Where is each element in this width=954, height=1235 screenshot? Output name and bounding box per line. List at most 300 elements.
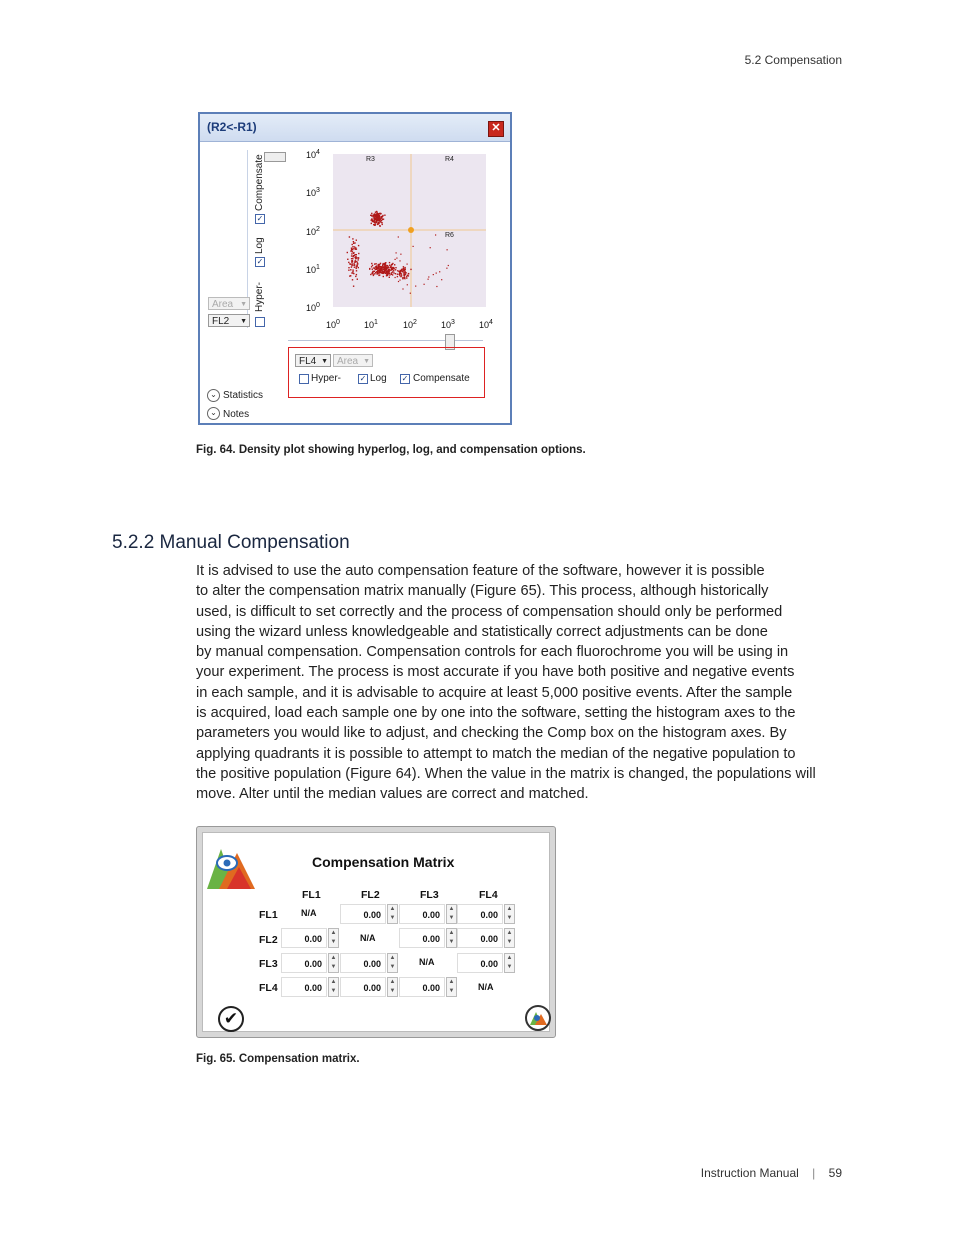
density-dot [383, 276, 384, 277]
density-dot [395, 269, 396, 270]
density-dot [355, 249, 356, 250]
matrix-value-stepper[interactable]: ▲ ▼ [504, 953, 515, 973]
density-dot [395, 277, 396, 278]
density-dot [353, 252, 354, 253]
compensation-matrix-dialog [196, 826, 556, 1038]
density-dot [353, 286, 354, 287]
matrix-value-stepper[interactable]: ▲ ▼ [446, 904, 457, 924]
density-dot [375, 222, 376, 223]
density-dot [401, 273, 402, 274]
density-dot [439, 271, 440, 272]
paragraph-line: It is advised to use the auto compensation feature of the software, however it is possible [196, 563, 765, 579]
y-hyper-label: Hyper- [254, 281, 265, 312]
density-dot [355, 258, 356, 259]
density-dot [374, 221, 375, 222]
density-dot [399, 260, 400, 261]
density-dot [385, 266, 386, 267]
density-dot [375, 224, 376, 225]
matrix-value-input[interactable]: 0.00 [457, 904, 503, 924]
density-dot [415, 286, 416, 287]
density-dot [375, 216, 376, 217]
matrix-value-input[interactable]: 0.00 [340, 977, 386, 997]
density-dot [374, 271, 375, 272]
body-paragraph [196, 561, 846, 805]
statistics-expand-icon[interactable]: ⌄ [207, 389, 220, 402]
y-log-checkbox[interactable]: ✓ [256, 257, 264, 266]
paragraph-line: your experiment. The process is most accurate if you have both positive and negative events [196, 664, 795, 681]
density-dot [358, 258, 359, 259]
footer-separator: | [812, 1166, 816, 1180]
statistics-expander-label[interactable]: Statistics [223, 390, 264, 401]
matrix-value-input[interactable]: 0.00 [399, 928, 445, 948]
density-dot [376, 212, 377, 213]
density-dot [371, 263, 372, 264]
density-dot [352, 269, 353, 270]
density-dot [358, 253, 359, 254]
density-dot [448, 265, 449, 266]
density-dot [352, 279, 353, 280]
density-dot [377, 273, 378, 274]
matrix-value-input[interactable]: 0.00 [399, 977, 445, 997]
density-dot [373, 215, 374, 216]
density-dot [385, 265, 386, 266]
density-dot [353, 248, 354, 249]
density-dot [352, 271, 353, 272]
density-dot [377, 271, 378, 272]
y-tick-label: $10^4$ [306, 149, 320, 160]
density-plot-svg [333, 154, 486, 307]
density-dot [348, 270, 349, 271]
density-dot [407, 284, 408, 285]
density-dot [381, 217, 382, 218]
density-dot [384, 272, 385, 273]
paragraph-line: in each sample, and it is advisable to acquire at least 5,000 positive events. After the sample [196, 684, 793, 701]
density-dot [404, 277, 405, 278]
window-titlebar [200, 114, 510, 142]
density-dot [374, 263, 375, 264]
density-dot [372, 221, 373, 222]
density-dot [351, 258, 352, 259]
density-dot [356, 268, 357, 269]
density-dot [376, 268, 377, 269]
density-dot [394, 264, 395, 265]
density-dot [375, 214, 376, 215]
density-dot [407, 275, 408, 276]
matrix-cell-na: N/A [478, 982, 494, 992]
density-dot [382, 215, 383, 216]
paragraph-line: move. Alter until the median values are correct and matched. [196, 786, 589, 803]
density-dot [392, 271, 393, 272]
matrix-title: Compensation Matrix [312, 854, 455, 870]
y-log-label: Log [254, 237, 265, 254]
density-dot [377, 220, 378, 221]
density-dot [408, 273, 409, 274]
density-dot [393, 267, 394, 268]
x-compensate-checkbox[interactable]: ✓ [401, 374, 409, 383]
figure-64-caption: Fig. 64. Density plot showing hyperlog, log, and compensation options. [196, 444, 586, 456]
density-dot [371, 266, 372, 267]
y-compensate-slider-handle[interactable] [264, 152, 286, 162]
density-dot [369, 268, 370, 269]
density-dot [382, 267, 383, 268]
y-compensate-checkbox[interactable]: ✓ [256, 214, 264, 223]
quadrant-label-r3: R3 [366, 156, 375, 163]
density-dot [380, 213, 381, 214]
density-dot [379, 218, 380, 219]
density-dot [391, 274, 392, 275]
app-menu-button[interactable] [525, 1005, 551, 1031]
density-dot [375, 272, 376, 273]
x-tick-label: $10^4$ [479, 319, 493, 330]
density-dot [382, 224, 383, 225]
x-compensate-label: Compensate [413, 373, 470, 384]
density-dot [436, 286, 437, 287]
density-dot [374, 273, 375, 274]
density-dot [390, 267, 391, 268]
density-dot [354, 246, 355, 247]
density-dot [380, 267, 381, 268]
notes-expand-icon[interactable]: ⌄ [207, 407, 220, 420]
density-dot [377, 267, 378, 268]
density-dot [355, 276, 356, 277]
y-area-value: Area [212, 299, 234, 310]
density-dot [355, 247, 356, 248]
y-tick-label: $10^3$ [306, 187, 320, 198]
chevron-down-icon: ▼ [240, 318, 247, 325]
density-dot [393, 272, 394, 273]
density-dot [349, 263, 350, 264]
x-param-select[interactable] [295, 354, 331, 367]
density-dot [373, 217, 374, 218]
density-dot [405, 272, 406, 273]
paragraph-line: is acquired, load each sample one by one into the software, setting the histogram axes to the [196, 705, 796, 722]
density-dot [378, 266, 379, 267]
y-area-select[interactable] [208, 297, 250, 310]
matrix-row-header: FL1 [259, 909, 278, 921]
matrix-value-input[interactable]: 0.00 [457, 953, 503, 973]
density-dot [354, 267, 355, 268]
density-dot [348, 262, 349, 263]
quadrant-label-r6: R6 [445, 232, 454, 239]
x-log-checkbox[interactable]: ✓ [359, 374, 367, 383]
density-dot [400, 254, 401, 255]
density-dot [405, 269, 406, 270]
matrix-col-header: FL1 [302, 889, 321, 901]
density-dot [353, 243, 354, 244]
x-tick-label: $10^1$ [364, 319, 378, 330]
density-dot [410, 269, 411, 270]
density-dot [388, 267, 389, 268]
density-dot [378, 222, 379, 223]
matrix-value-stepper[interactable]: ▲ ▼ [387, 953, 398, 973]
density-dot [352, 258, 353, 259]
density-dot [383, 266, 384, 267]
matrix-row-header: FL4 [259, 982, 278, 994]
density-dot [379, 264, 380, 265]
density-dot [353, 273, 354, 274]
density-dot [404, 267, 405, 268]
density-dot [433, 274, 434, 275]
x-log-label: Log [370, 373, 387, 384]
density-dot [441, 279, 442, 280]
density-dot [393, 270, 394, 271]
density-dot [386, 274, 387, 275]
density-dot [352, 238, 353, 239]
density-dot [381, 272, 382, 273]
density-dot [381, 220, 382, 221]
density-dot [396, 258, 397, 259]
density-dot [406, 276, 407, 277]
matrix-value-input[interactable]: 0.00 [340, 904, 386, 924]
density-dot [424, 284, 425, 285]
matrix-col-header: FL4 [479, 889, 498, 901]
density-dot [395, 273, 396, 274]
x-param-value: FL4 [299, 356, 317, 367]
density-dot [356, 274, 357, 275]
density-plot-window [198, 112, 512, 425]
app-logo-icon [205, 841, 257, 891]
density-dot [356, 266, 357, 267]
matrix-value-stepper[interactable]: ▲ ▼ [446, 928, 457, 948]
density-dot [353, 265, 354, 266]
x-hyper-label: Hyper- [311, 373, 342, 384]
density-dot [358, 267, 359, 268]
density-dot [447, 249, 448, 250]
confirm-check-button[interactable]: ✔ [218, 1006, 244, 1032]
matrix-col-header: FL2 [361, 889, 380, 901]
density-dot [350, 269, 351, 270]
density-dot [378, 264, 379, 265]
density-dot [353, 263, 354, 264]
density-dot [348, 267, 349, 268]
paragraph-line: applying quadrants it is possible to attempt to match the median of the negative population to [196, 745, 796, 762]
matrix-value-input[interactable]: 0.00 [281, 953, 327, 973]
density-dot [385, 267, 386, 268]
density-dot [381, 269, 382, 270]
density-dot [428, 276, 429, 277]
quadrant-label-r4: R4 [445, 156, 454, 163]
density-dot [379, 274, 380, 275]
matrix-value-stepper[interactable]: ▲ ▼ [328, 953, 339, 973]
density-dot [351, 248, 352, 249]
density-dot [384, 270, 385, 271]
paragraph-line: using the wizard unless knowledgeable and statistically correct adjustments can be done [196, 623, 768, 640]
density-dot [435, 234, 436, 235]
figure-65-caption: Fig. 65. Compensation matrix. [196, 1053, 360, 1065]
density-dot [398, 281, 399, 282]
matrix-value-input[interactable]: 0.00 [399, 904, 445, 924]
matrix-cell-na: N/A [419, 957, 435, 967]
matrix-value-stepper[interactable]: ▲ ▼ [387, 904, 398, 924]
density-dot [390, 270, 391, 271]
density-dot [379, 271, 380, 272]
density-dot [399, 280, 400, 281]
density-dot [404, 274, 405, 275]
density-dot [402, 268, 403, 269]
matrix-value-stepper[interactable]: ▲ ▼ [328, 928, 339, 948]
density-dot [400, 270, 401, 271]
x-area-value: Area [337, 356, 359, 367]
y-compensate-label: Compensate [254, 154, 265, 211]
matrix-value-stepper[interactable]: ▲ ▼ [446, 977, 457, 997]
footer-manual-title: Instruction Manual [700, 1166, 799, 1180]
density-dot [430, 247, 431, 248]
density-dot [354, 242, 355, 243]
density-dot [404, 278, 405, 279]
y-tick-label: $10^1$ [306, 264, 320, 275]
density-dot [402, 277, 403, 278]
close-icon[interactable]: ✕ [488, 121, 504, 137]
density-dot [374, 268, 375, 269]
density-dot [401, 275, 402, 276]
app-logo-icon [527, 1007, 549, 1029]
density-dot [372, 265, 373, 266]
density-dot [384, 263, 385, 264]
density-dot [371, 223, 372, 224]
matrix-cell-na: N/A [301, 908, 317, 918]
density-dot [399, 272, 400, 273]
density-dot [377, 214, 378, 215]
density-dot [382, 272, 383, 273]
chevron-down-icon: ▼ [240, 301, 247, 308]
x-tick-label: $10^2$ [403, 319, 417, 330]
density-dot [390, 266, 391, 267]
density-dot [347, 252, 348, 253]
density-dot [352, 260, 353, 261]
density-dot [404, 271, 405, 272]
density-dot [371, 215, 372, 216]
chevron-down-icon: ▼ [321, 358, 328, 365]
matrix-value-stepper[interactable]: ▲ ▼ [504, 928, 515, 948]
density-dot [395, 267, 396, 268]
matrix-value-stepper[interactable]: ▲ ▼ [504, 904, 515, 924]
matrix-row-header: FL2 [259, 934, 278, 946]
density-plot-area[interactable] [333, 154, 486, 307]
density-dot [354, 257, 355, 258]
density-dot [378, 216, 379, 217]
window-title: (R2<-R1) [207, 120, 257, 134]
density-dot [389, 262, 390, 263]
density-dot [372, 272, 373, 273]
density-dot [375, 218, 376, 219]
matrix-value-stepper[interactable]: ▲ ▼ [387, 977, 398, 997]
density-dot [395, 259, 396, 260]
density-dot [397, 276, 398, 277]
density-dot [352, 251, 353, 252]
quadrant-center-handle [408, 227, 414, 233]
density-dot [373, 275, 374, 276]
y-tick-label: $10^2$ [306, 226, 320, 237]
x-tick-label: $10^3$ [441, 319, 455, 330]
y-param-select[interactable] [208, 314, 250, 327]
density-dot [353, 241, 354, 242]
density-dot [379, 221, 380, 222]
matrix-value-input[interactable]: 0.00 [457, 928, 503, 948]
chevron-down-icon: ▼ [363, 358, 370, 365]
y-hyper-checkbox[interactable] [255, 317, 265, 327]
density-dot [370, 274, 371, 275]
density-dot [392, 263, 393, 264]
density-dot [428, 279, 429, 280]
matrix-value-input[interactable]: 0.00 [281, 977, 327, 997]
density-dot [371, 219, 372, 220]
density-dot [388, 270, 389, 271]
y-tick-label: $10^0$ [306, 302, 320, 313]
density-dot [352, 246, 353, 247]
paragraph-line: parameters you would like to adjust, and checking the Comp box on the histogram axes. By [196, 725, 787, 742]
density-dot [403, 268, 404, 269]
density-dot [402, 288, 403, 289]
density-dot [372, 269, 373, 270]
matrix-value-input[interactable]: 0.00 [281, 928, 327, 948]
density-dot [356, 261, 357, 262]
density-dot [352, 244, 353, 245]
density-dot [356, 240, 357, 241]
density-dot [350, 275, 351, 276]
density-dot [375, 263, 376, 264]
density-dot [351, 255, 352, 256]
density-dot [358, 259, 359, 260]
density-dot [403, 269, 404, 270]
density-dot [352, 256, 353, 257]
density-dot [347, 259, 348, 260]
density-dot [403, 266, 404, 267]
density-dot [398, 236, 399, 237]
notes-expander-label[interactable]: Notes [223, 409, 250, 420]
matrix-col-header: FL3 [420, 889, 439, 901]
density-dot [377, 224, 378, 225]
density-dot [389, 277, 390, 278]
density-dot [375, 212, 376, 213]
density-dot [413, 246, 414, 247]
density-dot [351, 266, 352, 267]
density-dot [356, 270, 357, 271]
density-dot [396, 252, 397, 253]
density-dot [351, 253, 352, 254]
density-dot [392, 274, 393, 275]
density-dot [384, 215, 385, 216]
density-dot [389, 274, 390, 275]
density-dot [397, 270, 398, 271]
density-dot [403, 272, 404, 273]
x-hyper-checkbox[interactable] [299, 374, 309, 384]
density-dot [397, 274, 398, 275]
paragraph-line: used, is difficult to set correctly and the process of compensation should only be performed [196, 603, 783, 620]
density-dot [356, 257, 357, 258]
density-dot [406, 278, 407, 279]
matrix-cell-na: N/A [360, 933, 376, 943]
paragraph-line: the positive population (Figure 64). When the value in the matrix is changed, the populations will [196, 765, 816, 782]
density-dot [371, 213, 372, 214]
matrix-value-input[interactable]: 0.00 [340, 953, 386, 973]
density-dot [351, 264, 352, 265]
x-tick-label: $10^0$ [326, 319, 340, 330]
density-dot [383, 219, 384, 220]
density-dot [389, 273, 390, 274]
x-area-select[interactable] [333, 354, 373, 367]
page-footer [701, 1166, 842, 1180]
density-dot [410, 293, 411, 294]
matrix-value-stepper[interactable]: ▲ ▼ [328, 977, 339, 997]
running-header: 5.2 Compensation [744, 53, 842, 67]
density-dot [398, 271, 399, 272]
density-dot [379, 225, 380, 226]
paragraph-line: by manual compensation. Compensation controls for each fluorochrome you will be using in [196, 644, 789, 661]
paragraph-line: to alter the compensation matrix manually (Figure 65). This process, although historically [196, 583, 769, 600]
density-dot [350, 250, 351, 251]
matrix-row-header: FL3 [259, 958, 278, 970]
density-dot [446, 268, 447, 269]
